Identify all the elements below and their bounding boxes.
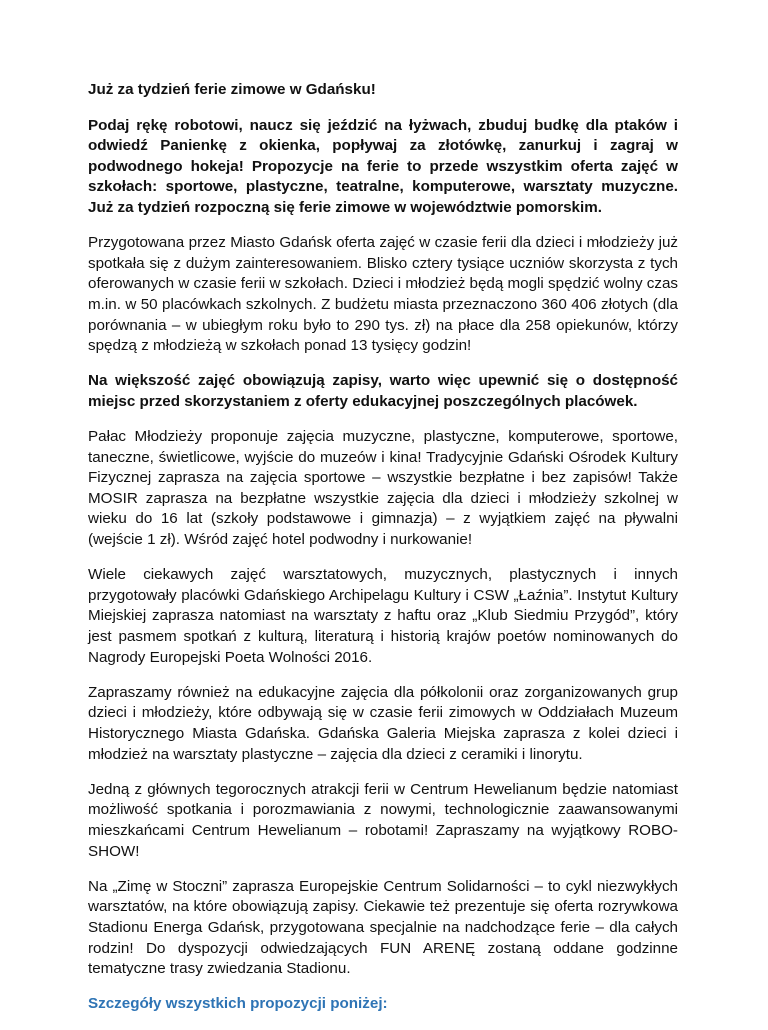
paragraph-museum: Zapraszamy również na edukacyjne zajęcia dla półkolonii oraz zorganizowanych grup dzieci i młodzieży, które odbywają się w czasie ferii zimowych w Oddziałach Muzeum Historycznego Miasta Gdańska. Gdańska Galeria Miejska zaprasza z kolei dzieci i młodzież na warsztaty plastyczne – zajęcia dla dzieci z ceramiki i linorytu. <box>88 683 678 763</box>
document-title: Już za tydzień ferie zimowe w Gdańsku! <box>88 81 376 98</box>
registration-notice: Na większość zajęć obowiązują zapisy, warto więc upewnić się o dostępność miejsc przed skorzystaniem z oferty edukacyjnej poszczególnych placówek. <box>88 372 678 410</box>
document-page <box>88 80 678 1030</box>
paragraph-city-offer: Przygotowana przez Miasto Gdańsk oferta zajęć w czasie ferii dla dzieci i młodzieży już spotkała się z dużym zainteresowaniem. Blisko cztery tysiące uczniów skorzysta z tych oferowanych w czasie ferii w szkołach. Dzieci i młodzież będą mogli spędzić wolny czas m.in. w 50 placówkach szkolnych. Z budżetu miasta przeznaczono 360 406 złotych (dla porównania – w ubiegłym roku było to 290 tys. zł) na płace dla 258 opiekunów, którzy spędzą z młodzieżą w szkołach ponad 13 tysięcy godzin! <box>88 234 679 355</box>
paragraph-youth-palace: Pałac Młodzieży proponuje zajęcia muzyczne, plastyczne, komputerowe, sportowe, taneczne, świetlicowe, wyjście do muzeów i kina! Tradycyjnie Gdański Ośrodek Kultury Fizycznej zaprasza na zajęcia sportowe – wszystkie bezpłatne i bez zapisów! Także MOSIR zaprasza na bezpłatne wszystkie zajęcia dla dzieci i młodzieży szkolnej w wieku do 16 lat (szkoły podstawowe i gimnazja) – z wyjątkiem zajęć na pływalni (wejście 1 zł). Wśród zajęć hotel podwodny i nurkowanie! <box>88 428 678 549</box>
details-heading: Szczegóły wszystkich propozycji poniżej: <box>88 995 388 1013</box>
paragraph-shipyard-stadium: Na „Zimę w Stoczni” zaprasza Europejskie Centrum Solidarności – to cykl niezwykłych warsztatów, na które obowiązują zapisy. Ciekawie też prezentuje się oferta rozrywkowa Stadionu Energa Gdańsk, przygotowana specjalnie na nadchodzące ferie – dla całych rodzin! Do dyspozycji odwiedzających FUN ARENĘ zostaną oddane godzinne tematyczne trasy zwiedzania Stadionu. <box>88 877 678 978</box>
paragraph-hewelianum: Jedną z głównych tegorocznych atrakcji ferii w Centrum Hewelianum będzie natomiast możliwość spotkania i porozmawiania z nowymi, technologicznie zaawansowanymi mieszkańcami Centrum Hewelianum – robotami! Zapraszamy na wyjątkowy ROBO-SHOW! <box>88 780 678 860</box>
lead-paragraph: Podaj rękę robotowi, naucz się jeździć na łyżwach, zbuduj budkę dla ptaków i odwiedź Panienkę z okienka, popływaj za złotówkę, zanurkuj i zagraj w podwodnego hokeja! Propozycje na ferie to przede wszystkim oferta zajęć w szkołach: sportowe, plastyczne, teatralne, komputerowe, warsztaty muzyczne. Już za tydzień rozpoczną się ferie zimowe w województwie pomorskim. <box>88 116 678 216</box>
paragraph-workshops: Wiele ciekawych zajęć warsztatowych, muzycznych, plastycznych i innych przygotowały placówki Gdańskiego Archipelagu Kultury i CSW „Łaźnia”. Instytut Kultury Miejskiej zaprasza natomiast na warsztaty z haftu oraz „Klub Siedmiu Przygód”, który jest pasmem spotkań z kulturą, literaturą i historią krajów poetów nominowanych do Nagrody Europejski Poeta Wolności 2016. <box>88 566 678 666</box>
